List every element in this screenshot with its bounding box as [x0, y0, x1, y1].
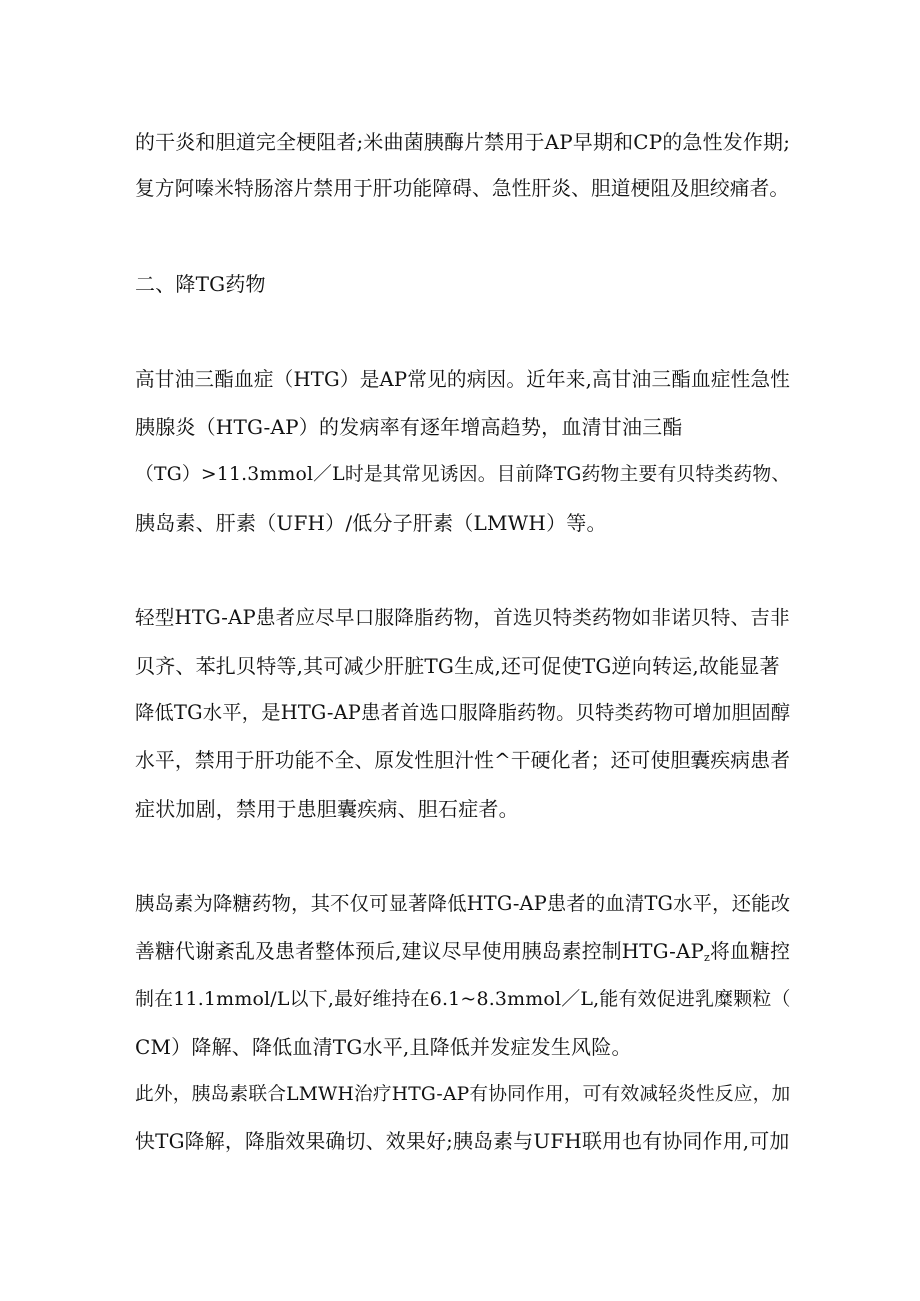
paragraph-top-line-1: 的干炎和胆道完全梗阻者;米曲菌胰酶片禁用于AP早期和CP的急性发作期; — [135, 130, 791, 154]
subscript-mark: z — [704, 951, 711, 964]
insulin-line-2-text: 善糖代谢紊乱及患者整体预后,建议尽早使用胰岛素控制HTG-AP — [135, 940, 705, 963]
insulin-line-2-tail: 将血糖控 — [710, 940, 791, 963]
paragraph-lmwh-line-1: 此外，胰岛素联合LMWH治疗HTG-AP有协同作用，可有效减轻炎性反应，加 — [135, 1084, 791, 1105]
paragraph-fibrate-line-1: 轻型HTG-AP患者应尽早口服降脂药物，首选贝特类药物如非诺贝特、吉非 — [135, 606, 790, 629]
paragraph-lmwh-line-2: 快TG降解，降脂效果确切、效果好;胰岛素与UFH联用也有协同作用,可加 — [135, 1130, 790, 1153]
paragraph-insulin-line-1: 胰岛素为降糖药物，其不仅可显著降低HTG-AP患者的血清TG水平，还能改 — [135, 892, 791, 915]
section-heading: 二、降TG药物 — [135, 272, 266, 296]
paragraph-top-line-2: 复方阿嗪米特肠溶片禁用于肝功能障碍、急性肝炎、胆道梗阻及胆绞痛者。 — [135, 177, 790, 200]
paragraph-fibrate-line-5: 症状加剧，禁用于患胆囊疾病、胆石症者。 — [135, 797, 519, 821]
paragraph-htg-line-2: 胰腺炎（HTG-AP）的发病率有逐年增高趋势，血清甘油三酯 — [135, 415, 683, 439]
paragraph-htg-line-4: 胰岛素、肝素（UFH）/低分子肝素（LMWH）等。 — [135, 511, 607, 535]
paragraph-fibrate-line-4: 水平，禁用于肝功能不全、原发性胆汁性^干硬化者；还可使胆囊疾病患者 — [135, 749, 791, 772]
paragraph-fibrate-line-3: 降低TG水平，是HTG-AP患者首选口服降脂药物。贝特类药物可增加胆固醇 — [135, 701, 791, 724]
paragraph-htg-line-1: 高甘油三酯血症（HTG）是AP常见的病因。近年来,高甘油三酯血症性急性 — [135, 368, 791, 391]
paragraph-fibrate-line-2: 贝齐、苯扎贝特等,其可减少肝脏TG生成,还可促使TG逆向转运,故能显著 — [135, 654, 780, 678]
paragraph-htg-line-3: （TG）>11.3mmol／L时是其常见诱因。目前降TG药物主要有贝特类药物、 — [135, 464, 791, 485]
paragraph-insulin-line-2 — [135, 938, 790, 972]
paragraph-insulin-line-4: CM）降解、降低血清TG水平,且降低并发症发生风险。 — [135, 1035, 632, 1059]
paragraph-insulin-line-3: 制在11.1mmol/L以下,最好维持在6.1~8.3mmol／L,能有效促进乳糜颗粒（ — [135, 988, 791, 1010]
